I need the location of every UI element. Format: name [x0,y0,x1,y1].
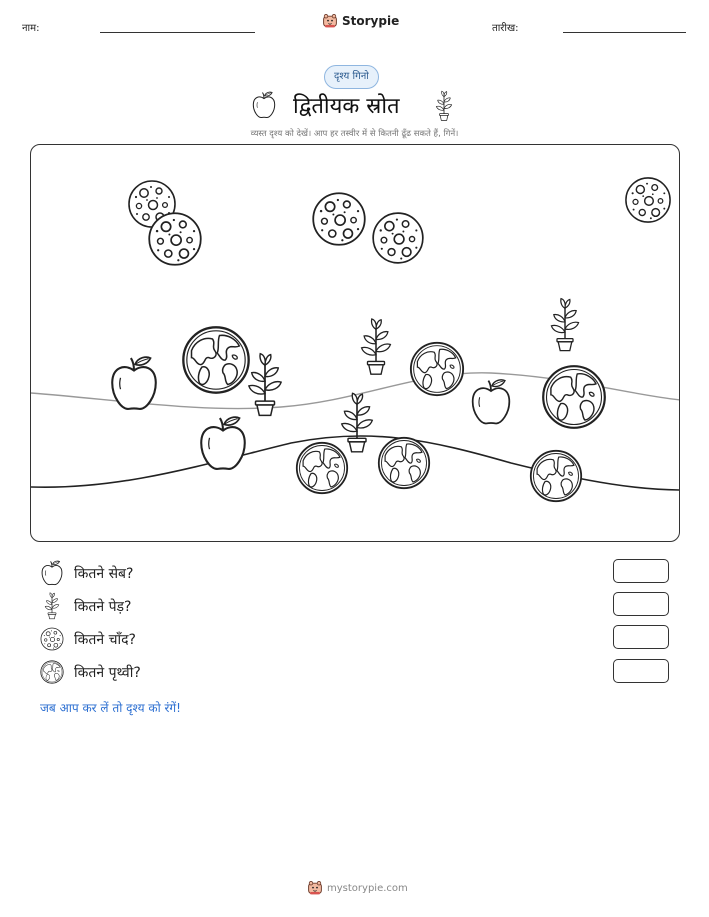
moon-icon [373,213,423,263]
earth-icon [411,343,463,395]
earth-icon [531,451,581,501]
name-field[interactable] [100,32,255,33]
apple-icon [40,560,64,586]
earth-icon [379,438,429,488]
page-title: द्वितीयक स्रोत [293,94,400,119]
answer-box-apples[interactable] [613,559,669,583]
moon-icon [40,627,64,651]
activity-badge: दृश्य गिनो [324,65,379,89]
apple-icon [473,380,510,424]
footer [307,880,408,896]
coloring-note: जब आप कर लें तो दृश्य को रंगें! [40,701,181,715]
brand-name: Storypie [342,14,400,28]
earth-icon [297,443,347,493]
plant-icon [362,319,391,374]
date-field[interactable] [563,32,686,33]
question-row-trees [40,592,131,620]
answer-box-trees[interactable] [613,592,669,616]
title-plant-icon [435,90,453,122]
moon-icon [313,193,365,245]
answer-box-moons[interactable] [613,625,669,649]
storypie-logo-icon [307,880,323,896]
earth-icon [40,660,64,684]
title-apple-icon [251,91,277,119]
answer-box-earths[interactable] [613,659,669,683]
date-label: तारीख: [492,23,519,34]
earth-icon [543,366,605,428]
question-row-apples [40,560,133,586]
plant-icon [551,299,578,351]
question-text: कितने सेब? [74,565,134,582]
earth-icon [183,327,248,392]
instructions: व्यस्त दृश्य को देखें। आप हर तस्वीर में से कितनी ढूँढ सकते हैं, गिनें। [250,129,459,139]
moon-icon [626,178,670,222]
question-text: कितने चाँद? [74,631,136,648]
plant-icon [249,354,281,416]
plant-icon [40,592,64,620]
apple-icon [201,417,245,469]
footer-url[interactable]: mystorypie.com [327,882,408,894]
name-label: नाम: [22,23,40,34]
question-row-earths [40,660,141,684]
question-text: कितने पेड़? [74,598,132,615]
counting-scene [30,144,680,542]
moon-icon [149,213,201,265]
brand-logo [322,13,399,29]
question-row-moons [40,627,136,651]
apple-icon [112,357,156,409]
scene-illustration [31,145,680,542]
question-text: कितने पृथ्वी? [74,664,141,681]
storypie-logo-icon [322,13,338,29]
plant-icon [342,393,373,452]
